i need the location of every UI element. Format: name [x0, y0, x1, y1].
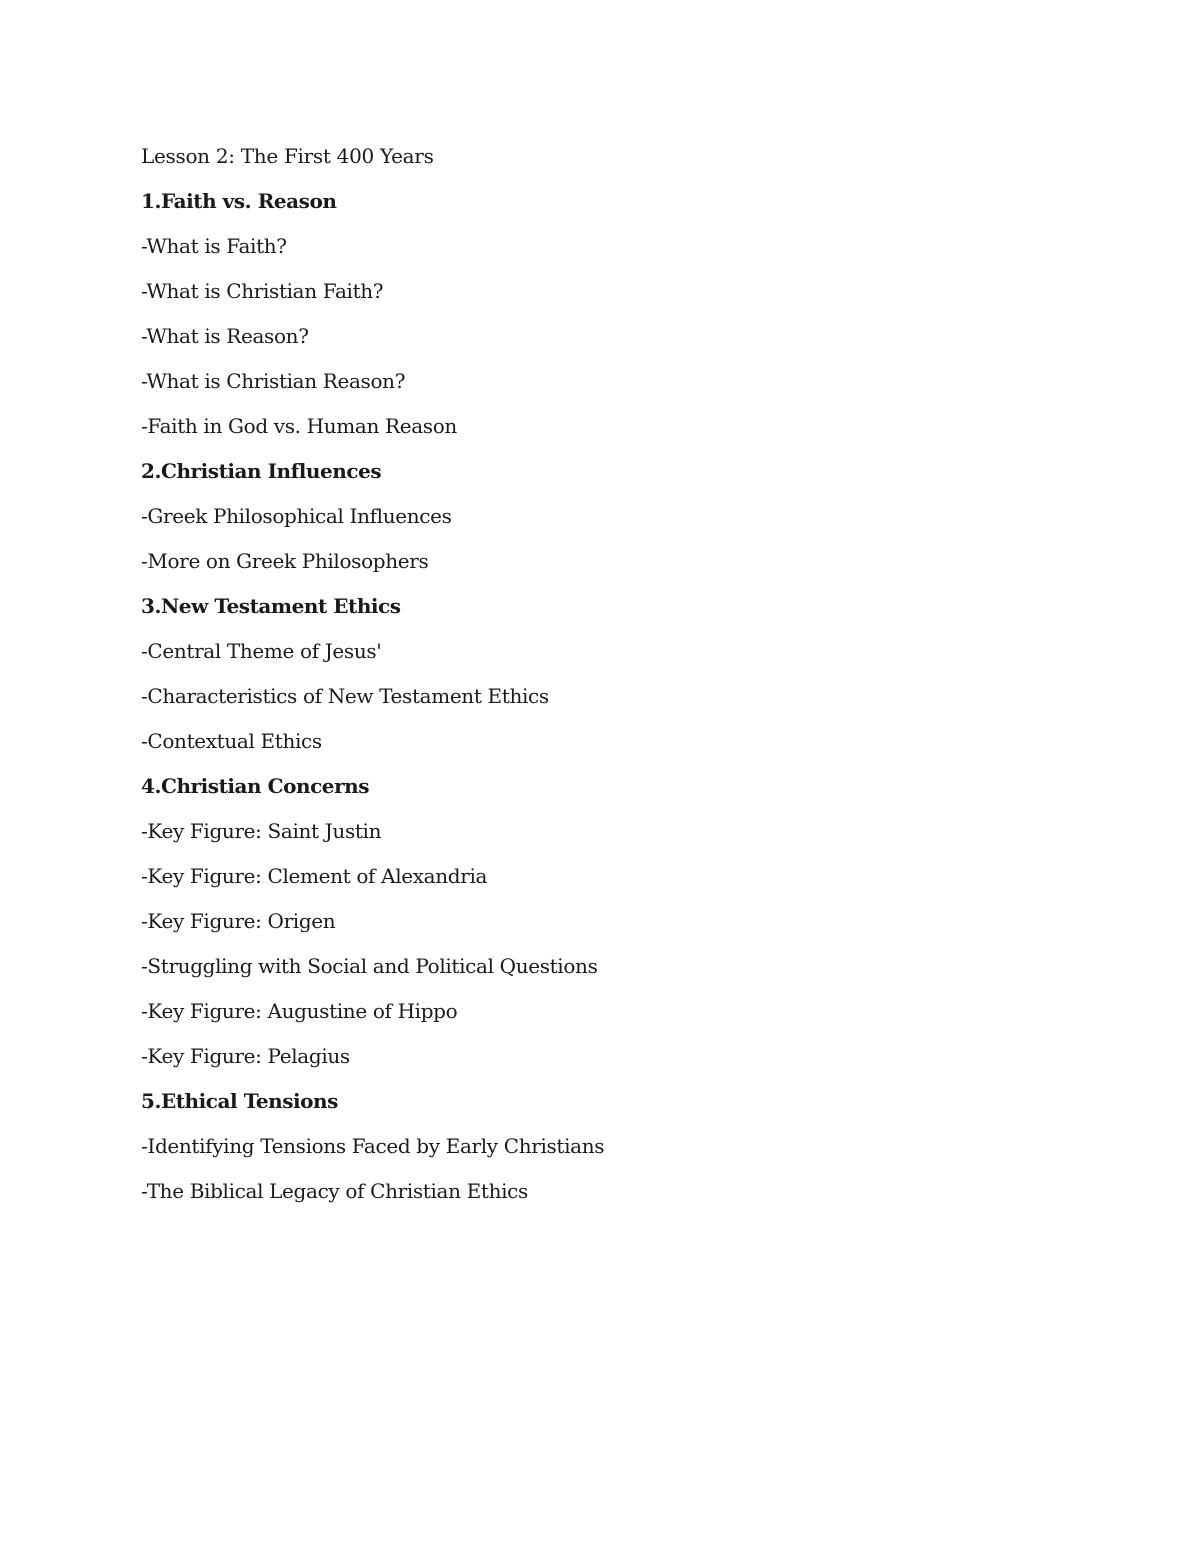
- list-item: -Central Theme of Jesus': [141, 639, 382, 663]
- section-heading: 5.Ethical Tensions: [141, 1089, 338, 1113]
- section-faith-vs-reason: [141, 183, 1041, 453]
- list-item: -What is Reason?: [141, 324, 309, 348]
- document-body: [141, 138, 1041, 1218]
- list-item: -Contextual Ethics: [141, 729, 322, 753]
- section-heading: 3.New Testament Ethics: [141, 594, 401, 618]
- list-item: -Key Figure: Origen: [141, 909, 336, 933]
- section-christian-concerns: [141, 768, 1041, 1083]
- list-item: -What is Christian Faith?: [141, 279, 384, 303]
- lesson-title: Lesson 2: The First 400 Years: [141, 144, 434, 168]
- list-item: -Faith in God vs. Human Reason: [141, 414, 457, 438]
- section-heading: 2.Christian Influences: [141, 459, 382, 483]
- list-item: -What is Faith?: [141, 234, 287, 258]
- list-item: -More on Greek Philosophers: [141, 549, 429, 573]
- section-ethical-tensions: [141, 1083, 1041, 1218]
- list-item: -Characteristics of New Testament Ethics: [141, 684, 549, 708]
- section-christian-influences: [141, 453, 1041, 588]
- list-item: -Greek Philosophical Influences: [141, 504, 452, 528]
- section-heading: 1.Faith vs. Reason: [141, 189, 337, 213]
- list-item: -Struggling with Social and Political Questions: [141, 954, 598, 978]
- list-item: -Key Figure: Clement of Alexandria: [141, 864, 488, 888]
- list-item: -Identifying Tensions Faced by Early Christians: [141, 1134, 605, 1158]
- list-item: -Key Figure: Pelagius: [141, 1044, 350, 1068]
- list-item: -What is Christian Reason?: [141, 369, 406, 393]
- section-new-testament-ethics: [141, 588, 1041, 768]
- section-heading: 4.Christian Concerns: [141, 774, 370, 798]
- list-item: -Key Figure: Augustine of Hippo: [141, 999, 458, 1023]
- list-item: -The Biblical Legacy of Christian Ethics: [141, 1179, 528, 1203]
- list-item: -Key Figure: Saint Justin: [141, 819, 382, 843]
